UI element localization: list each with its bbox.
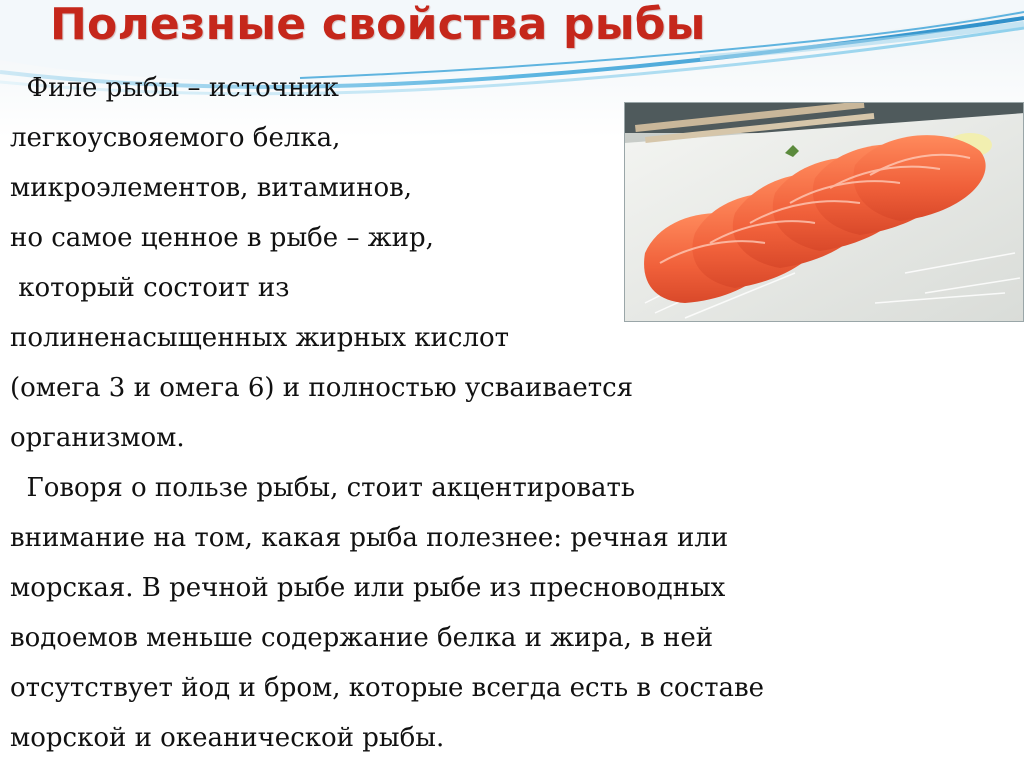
text-line: морская. В речной рыбе или рыбе из пресноводных [10,573,726,603]
slide-title: Полезные свойства рыбы [50,0,706,50]
text-line: Филе рыбы – источник [10,73,339,103]
salmon-sashimi-photo [624,102,1024,322]
text-line: полиненасыщенных жирных кислот [10,323,510,353]
text-line: водоемов меньше содержание белка и жира, в ней [10,623,714,653]
text-line: но самое ценное в рыбе – жир, [10,223,434,253]
text-line: легкоусвояемого белка, [10,123,341,153]
text-line: который состоит из [10,273,290,303]
text-line: отсутствует йод и бром, которые всегда есть в составе [10,673,764,703]
text-line: внимание на том, какая рыба полезнее: речная или [10,523,729,553]
text-line: организмом. [10,423,185,453]
text-line: микроэлементов, витаминов, [10,173,412,203]
salmon-image-drawing [625,103,1024,322]
text-line: Говоря о пользе рыбы, стоит акцентировать [10,473,636,503]
text-line: морской и океанической рыбы. [10,723,445,753]
text-line: (омега 3 и омега 6) и полностью усваивается [10,373,634,403]
